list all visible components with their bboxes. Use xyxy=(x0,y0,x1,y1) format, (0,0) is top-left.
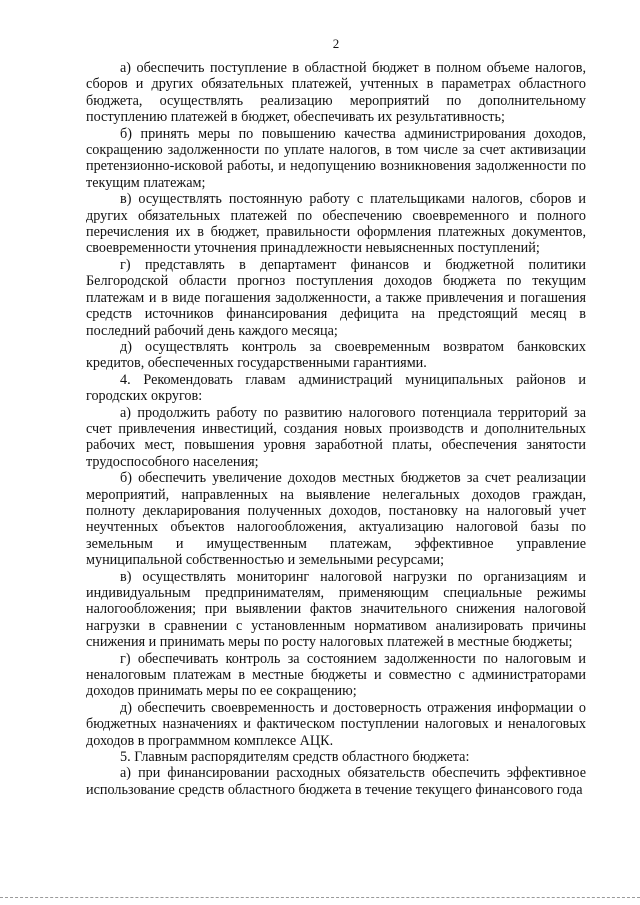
paragraph-5a: а) при финансировании расходных обязательств обеспечить эффективное использование средств областного бюджета в течение текущего финансового года xyxy=(86,765,586,798)
paragraph-1d: г) представлять в департамент финансов и бюджетной политики Белгородской области прогноз поступления доходов бюджета по текущим платежам и в виде погашения задолженности, а также привлечения и погашения средств источников финансирования дефицита на предстоящий месяц в последний рабочий день каждого месяца; xyxy=(86,256,586,339)
paragraph-4: 4. Рекомендовать главам администраций муниципальных районов и городских округов: xyxy=(86,371,586,405)
document-body xyxy=(86,60,586,798)
paragraph-4a: а) продолжить работу по развитию налогового потенциала территорий за счет привлечения инвестиций, создания новых производств и дополнительных рабочих мест, повышения уровня заработной платы, обеспечения занятости трудоспособного населения; xyxy=(86,404,586,470)
paragraph-1a: а) обеспечить поступление в областной бюджет в полном объеме налогов, сборов и других обязательных платежей, учтенных в параметрах областного бюджета, осуществлять реализацию мероприятий по дополнительному поступлению платежей в бюджет, обеспечивать их результативность; xyxy=(86,60,586,126)
paragraph-1c: в) осуществлять постоянную работу с плательщиками налогов, сборов и других обязательных платежей по обеспечению своевременного и полного перечисления их в бюджет, правильности оформления платежных документов, своевременности уточнения принадлежности невыясненных поступлений; xyxy=(86,191,586,257)
document-page xyxy=(86,0,586,905)
paragraph-1e: д) осуществлять контроль за своевременным возвратом банковских кредитов, обеспеченных государственными гарантиями. xyxy=(86,338,586,372)
scan-edge-line xyxy=(0,897,640,898)
paragraph-1b: б) принять меры по повышению качества администрирования доходов, сокращению задолженности по уплате налогов, в том числе за счет активизации претензионно-исковой работы, и недопущению возникновения задолженности по текущим платежам; xyxy=(86,125,586,191)
paragraph-4c: в) осуществлять мониторинг налоговой нагрузки по организациям и индивидуальным предпринимателям, применяющим специальные режимы налогообложения; при выявлении фактов значительного снижения налоговой нагрузки в сравнении с установленным нормативом анализировать причины снижения и принимать меры по росту налоговых платежей в местные бюджеты; xyxy=(86,568,586,651)
page-number: 2 xyxy=(332,36,340,51)
paragraph-4b: б) обеспечить увеличение доходов местных бюджетов за счет реализации мероприятий, направленных на выявление нелегальных доходов граждан, полноту декларирования полученных доходов, постановку на налоговый учет неучтенных объектов налогообложения, актуализацию налоговой базы по земельным и имущественным платежам, эффективное управление муниципальной собственностью и земельными ресурсами; xyxy=(86,470,586,569)
paragraph-5: 5. Главным распорядителям средств областного бюджета: xyxy=(120,749,470,766)
paragraph-4d: г) обеспечивать контроль за состоянием задолженности по налоговым и неналоговым платежам в местные бюджеты и совместно с администраторами доходов принимать меры по ее сокращению; xyxy=(86,650,586,700)
paragraph-4e: д) обеспечить своевременность и достоверность отражения информации о бюджетных назначениях и фактическом поступлении налоговых и неналоговых доходов в программном комплексе АЦК. xyxy=(86,699,586,749)
